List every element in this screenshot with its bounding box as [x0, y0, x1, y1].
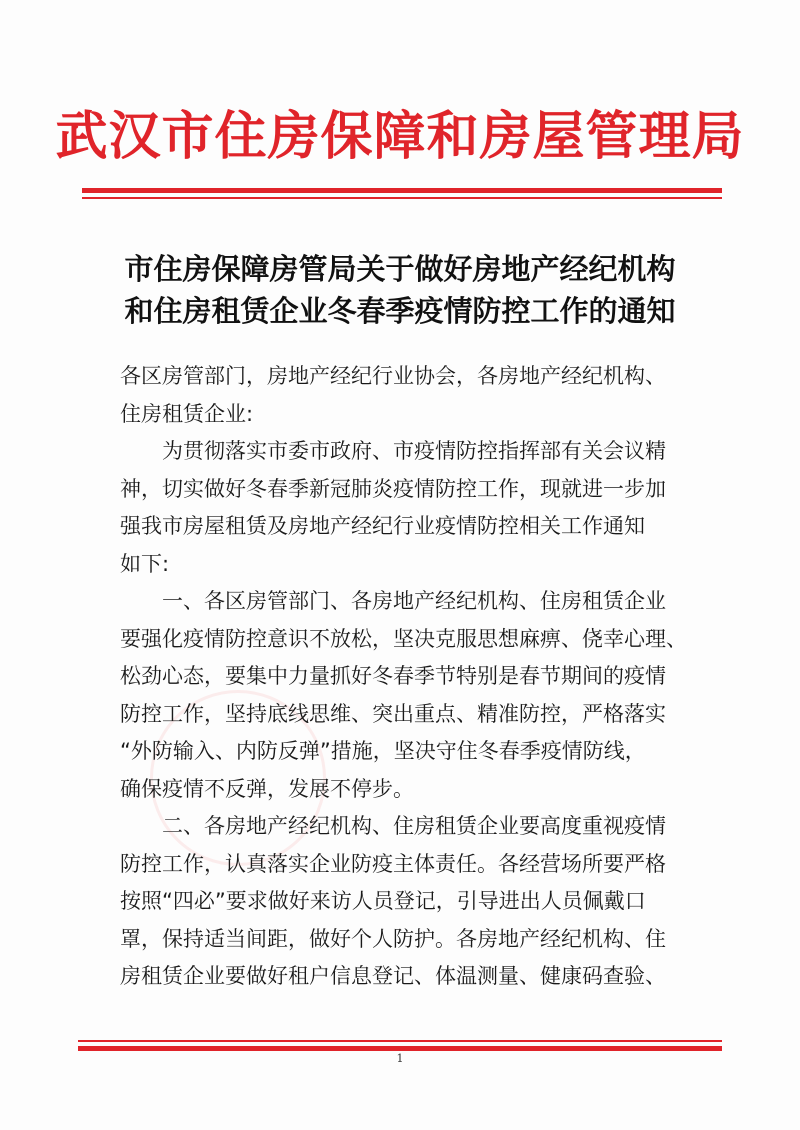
body-line: 为贯彻落实市委市政府、市疫情防控指挥部有关会议精	[120, 439, 666, 463]
body-line: 罩，保持适当间距，做好个人防护。各房地产经纪机构、住	[120, 926, 666, 951]
page-number: 1	[396, 1052, 404, 1065]
body-line: 要强化疫情防控意识不放松，坚决克服思想麻痹、侥幸心理、	[120, 626, 687, 651]
document-title	[0, 248, 800, 332]
title-line: 和住房租赁企业冬春季疫情防控工作的通知	[124, 294, 676, 328]
body-line: 住房租赁企业:	[120, 401, 254, 426]
document-body	[120, 358, 692, 996]
footer-rule-thick	[78, 1046, 722, 1051]
body-line: 按照“四必”要求做好来访人员登记，引导进出人员佩戴口	[120, 889, 646, 913]
body-line: 各区房管部门，房地产经纪行业协会，各房地产经纪机构、	[120, 364, 666, 388]
body-line: 一、各区房管部门、各房地产经纪机构、住房租赁企业	[120, 589, 666, 613]
body-line: 如下:	[120, 551, 170, 576]
agency-letterhead: 武汉市住房保障和房屋管理局	[55, 107, 745, 167]
body-line: 二、各房地产经纪机构、住房租赁企业要高度重视疫情	[120, 814, 666, 838]
title-line: 市住房保障房管局关于做好房地产经纪机构	[124, 252, 676, 286]
body-line: “外防输入、内防反弹”措施，坚决守住冬春季疫情防线，	[120, 739, 646, 763]
footer-rule-thin	[78, 1040, 722, 1042]
body-line: 确保疫情不反弹，发展不停步。	[120, 776, 414, 801]
letterhead-rule-thin	[82, 197, 722, 199]
body-line: 神，切实做好冬春季新冠肺炎疫情防控工作，现就进一步加	[120, 476, 666, 501]
body-line: 房租赁企业要做好租户信息登记、体温测量、健康码查验、	[120, 964, 666, 988]
letterhead-rule-thick	[82, 188, 722, 193]
body-line: 防控工作，坚持底线思维、突出重点、精准防控，严格落实	[120, 701, 666, 726]
body-line: 松劲心态，要集中力量抓好冬春季节特别是春节期间的疫情	[120, 664, 666, 688]
body-line: 防控工作，认真落实企业防疫主体责任。各经营场所要严格	[120, 851, 666, 876]
body-line: 强我市房屋租赁及房地产经纪行业疫情防控相关工作通知	[120, 514, 645, 538]
